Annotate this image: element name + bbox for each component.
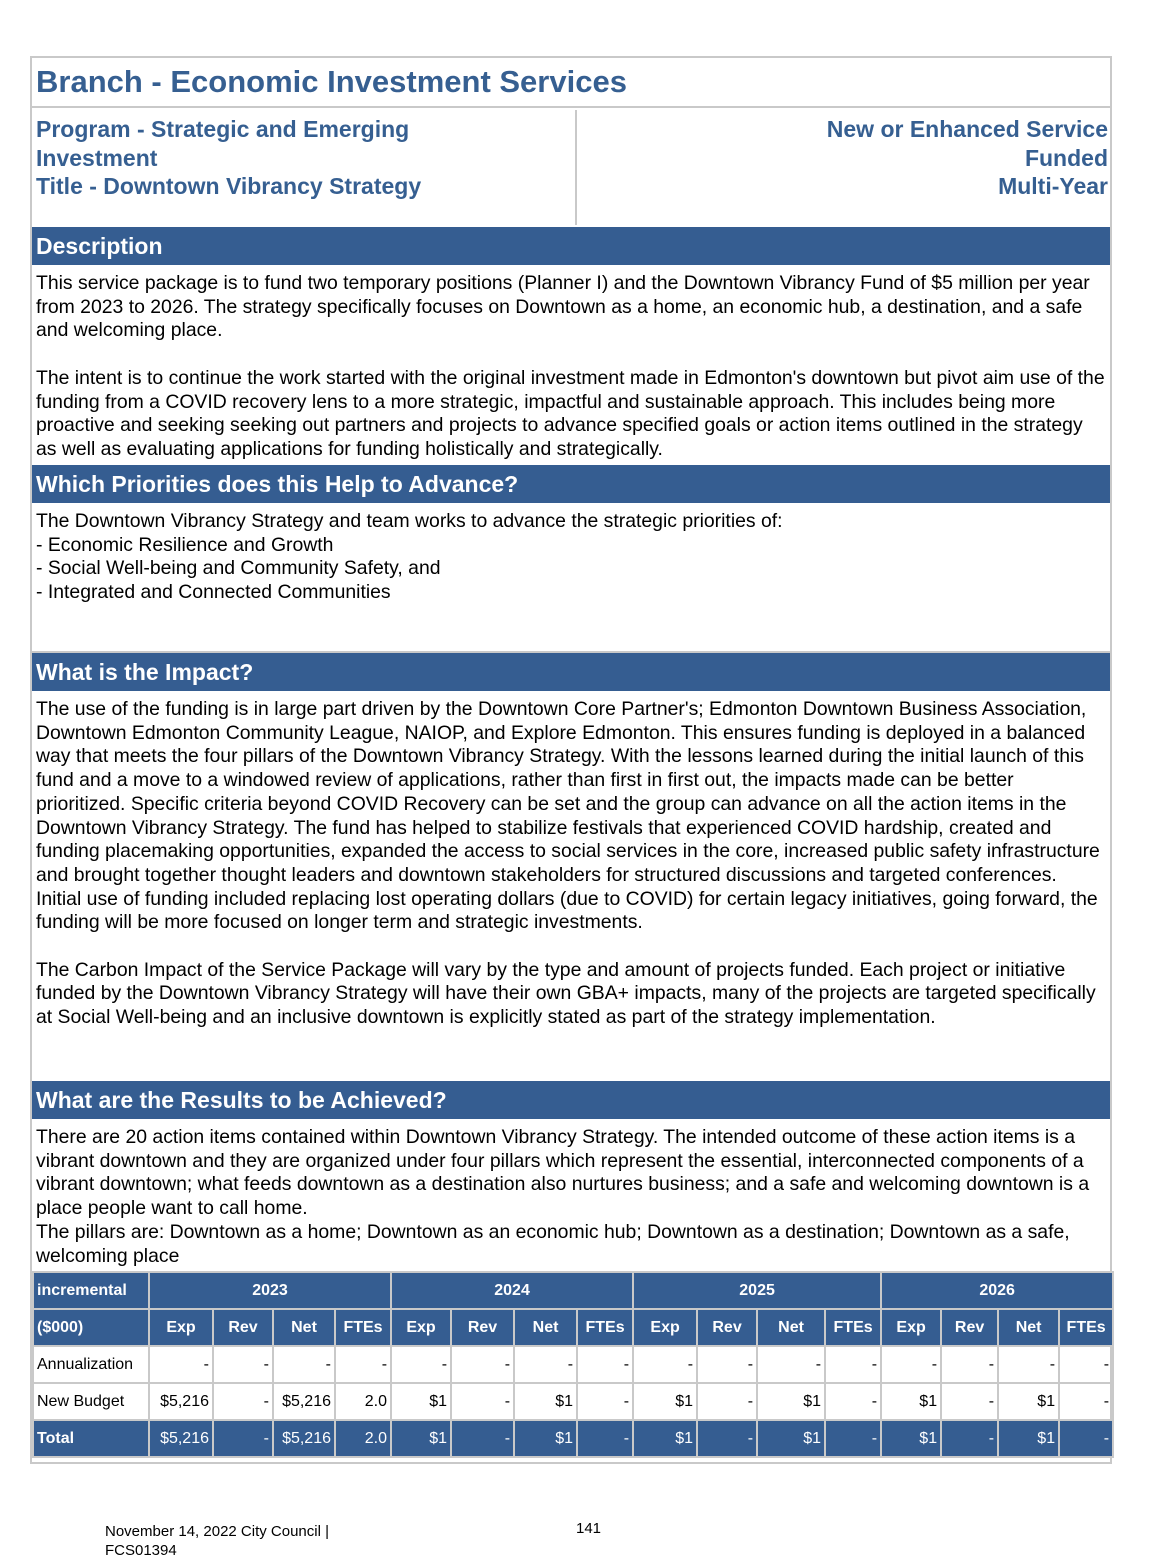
year-header: 2023 [149, 1272, 391, 1309]
table-cell: - [941, 1383, 998, 1420]
table-cell: - [697, 1383, 757, 1420]
table-cell: 2.0 [335, 1383, 391, 1420]
service-type: New or Enhanced Service [826, 116, 1108, 142]
table-cell: 2.0 [335, 1420, 391, 1457]
table-cell: $5,216 [273, 1383, 335, 1420]
pillars-paragraph: The pillars are: Downtown as a home; Downtown as an economic hub; Downtown as a destination; Downtown as a safe, welcoming place [36, 1220, 1070, 1267]
table-cell: $1 [391, 1420, 451, 1457]
impact-heading-bar [32, 653, 1110, 691]
row-label: Total [33, 1420, 149, 1457]
table-cell: - [825, 1346, 881, 1383]
priorities-intro: The Downtown Vibrancy Strategy and team works to advance the strategic priorities of: [36, 510, 783, 532]
column-header: Net [273, 1309, 335, 1346]
table-cell: - [881, 1346, 941, 1383]
table-cell: $1 [998, 1420, 1059, 1457]
column-header: FTEs [825, 1309, 881, 1346]
program-info [32, 110, 577, 225]
column-header: FTEs [577, 1309, 633, 1346]
column-header: Exp [881, 1309, 941, 1346]
impact-paragraph: The use of the funding is in large part driven by the Downtown Core Partner's; Edmonton Downtown Business Association, Downtown Edmonton Community League, NAIOP, and Explore Edmonton. This ensures funding is deployed in a balanced way that meets the four pillars of the Downtown Vibrancy Strategy. With the lessons learned during the initial launch of this fund and a move to a windowed review of applications, rather than first in first out, the impacts made can be better prioritized. Specific criteria beyond COVID Recovery can be set and the group can advance on all the action items in the Downtown Vibrancy Strategy. The fund has helped to stabilize festivals that experienced COVID hardship, created and funding placemaking opportunities, expanded the access to social services in the core, increased public safety infrastructure and brought together thought leaders and downtown stakeholders for structured discussions and targeted conferences. Initial use of funding included replacing lost operating dollars (due to COVID) for certain legacy initiatives, going forward, the funding will be more focused on longer term and strategic investments. [36, 698, 1100, 934]
description-paragraph: The intent is to continue the work started with the original investment made in Edmonton's downtown but pivot aim use of the funding from a COVID recovery lens to a more strategic, impactful and sustainable approach. This includes being more proactive and seeking seeking out partners and projects to advance specified goals or action items outlined in the strategy as well as evaluating applications for funding holistically and strategically. [36, 366, 1105, 460]
table-cell: - [633, 1346, 697, 1383]
priorities-heading: Which Priorities does this Help to Advance? [36, 471, 519, 497]
table-cell: $1 [757, 1383, 825, 1420]
footer [105, 1522, 329, 1560]
year-header-row [33, 1272, 1113, 1309]
column-header: Exp [391, 1309, 451, 1346]
page-number: 141 [576, 1520, 602, 1537]
priorities-text [36, 510, 1106, 605]
results-heading: What are the Results to be Achieved? [36, 1087, 447, 1113]
service-status [579, 110, 1110, 225]
table-cell: $1 [514, 1383, 577, 1420]
table-cell: $1 [514, 1420, 577, 1457]
priorities-heading-bar [32, 465, 1110, 503]
year-header: 2024 [391, 1272, 633, 1309]
description-heading: Description [36, 233, 163, 259]
table-cell: - [941, 1420, 998, 1457]
table-cell: - [1059, 1383, 1113, 1420]
table-cell: - [391, 1346, 451, 1383]
column-header: FTEs [335, 1309, 391, 1346]
table-cell: $5,216 [149, 1420, 213, 1457]
impact-paragraph: The Carbon Impact of the Service Package will vary by the type and amount of projects funded. Each project or initiative funded by the Downtown Vibrancy Strategy will have their own GBA+ impacts, many of the projects are targeted specifically at Social Well-being and an inclusive downtown is explicitly stated as part of the strategy implementation. [36, 958, 1096, 1029]
year-header: 2025 [633, 1272, 881, 1309]
financial-table [32, 1271, 1114, 1458]
column-header: Rev [941, 1309, 998, 1346]
column-header: Exp [633, 1309, 697, 1346]
table-cell: - [213, 1383, 273, 1420]
column-header: Net [757, 1309, 825, 1346]
table-row [33, 1383, 1113, 1420]
table-cell: $1 [881, 1383, 941, 1420]
impact-heading: What is the Impact? [36, 659, 254, 685]
table-cell: - [514, 1346, 577, 1383]
table-cell: - [335, 1346, 391, 1383]
description-heading-bar [32, 227, 1110, 265]
program-line: Investment [36, 144, 158, 171]
table-cell: $1 [757, 1420, 825, 1457]
footer-report-id: FCS01394 [105, 1542, 177, 1559]
priority-item: - Integrated and Connected Communities [36, 581, 391, 604]
total-row [33, 1420, 1113, 1457]
table-cell: - [1059, 1420, 1113, 1457]
row-label: New Budget [33, 1383, 149, 1420]
table-cell: - [757, 1346, 825, 1383]
table-cell: $1 [881, 1420, 941, 1457]
column-header-row [33, 1309, 1113, 1346]
column-header: FTEs [1059, 1309, 1113, 1346]
table-cell: - [697, 1346, 757, 1383]
program-line: Program - Strategic and Emerging [36, 116, 410, 142]
table-cell: - [1059, 1346, 1113, 1383]
table-cell: - [577, 1346, 633, 1383]
table-cell: - [697, 1420, 757, 1457]
table-cell: $1 [633, 1383, 697, 1420]
table-cell: - [825, 1383, 881, 1420]
year-header: 2026 [881, 1272, 1113, 1309]
table-cell: - [825, 1420, 881, 1457]
column-header: Rev [697, 1309, 757, 1346]
branch-header [32, 58, 1110, 108]
results-text [36, 1126, 1106, 1268]
table-cell: - [577, 1383, 633, 1420]
table-cell: - [451, 1383, 514, 1420]
table-cell: $1 [391, 1383, 451, 1420]
table-cell: - [149, 1346, 213, 1383]
table-units-label: ($000) [33, 1309, 149, 1346]
table-cell: - [213, 1420, 273, 1457]
table-cell: - [451, 1346, 514, 1383]
description-text [36, 272, 1106, 462]
priority-item: - Social Well-being and Community Safety, and [36, 557, 441, 580]
table-cell: $1 [998, 1383, 1059, 1420]
column-header: Rev [213, 1309, 273, 1346]
description-paragraph: This service package is to fund two temporary positions (Planner I) and the Downtown Vibrancy Fund of $5 million per year from 2023 to 2026. The strategy specifically focuses on Downtown as a home, an economic hub, a destination, and a safe and welcoming place. [36, 272, 1090, 342]
table-cell: $1 [633, 1420, 697, 1457]
column-header: Exp [149, 1309, 213, 1346]
results-paragraph: There are 20 action items contained within Downtown Vibrancy Strategy. The intended outcome of these action items is a vibrant downtown and they are organized under four pillars which represent the essential, interconnected components of a vibrant downtown; what feeds downtown as a destination also nurtures business; and a safe and welcoming downtown is a place people want to call home. [36, 1126, 1090, 1220]
table-cell: - [213, 1346, 273, 1383]
table-row [33, 1346, 1113, 1383]
footer-meeting: November 14, 2022 City Council | [105, 1523, 330, 1540]
column-header: Net [514, 1309, 577, 1346]
table-corner-label: incremental [33, 1272, 149, 1309]
table-cell: - [451, 1420, 514, 1457]
priority-item: - Economic Resilience and Growth [36, 533, 334, 556]
title-line: Title - Downtown Vibrancy Strategy [36, 173, 422, 199]
row-label: Annualization [33, 1346, 149, 1383]
table-cell: - [998, 1346, 1059, 1383]
table-cell: - [273, 1346, 335, 1383]
table-cell: - [941, 1346, 998, 1383]
impact-text [36, 698, 1106, 1030]
column-header: Rev [451, 1309, 514, 1346]
funding-status: Funded [1024, 144, 1108, 171]
table-cell: - [577, 1420, 633, 1457]
results-heading-bar [32, 1081, 1110, 1119]
duration-status: Multi-Year [998, 173, 1108, 199]
table-cell: $5,216 [273, 1420, 335, 1457]
table-cell: $5,216 [149, 1383, 213, 1420]
column-header: Net [998, 1309, 1059, 1346]
branch-title: Branch - Economic Investment Services [36, 64, 627, 99]
